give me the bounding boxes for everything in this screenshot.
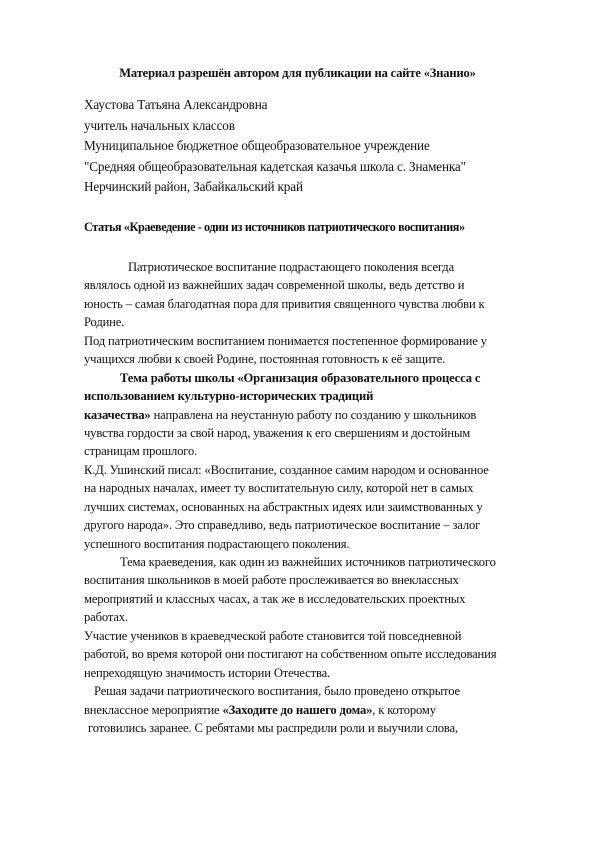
- author-position: учитель начальных классов: [84, 117, 235, 133]
- body-line: непреходящую значимость истории Отечества.: [84, 665, 331, 680]
- author-school: "Средняя общеобразовательная кадетская казачья школа с. Знаменка": [84, 158, 466, 174]
- body-line: работой, во время которой они постигают на собственном опыте исследования: [84, 647, 497, 662]
- body-line-bold: использованием культурно-исторических традиций: [84, 389, 374, 404]
- body-line: К.Д. Ушинский писал: «Воспитание, созданное самим народом и основанное: [84, 462, 489, 477]
- article-title: Статья «Краеведение - один из источников патриотического воспитания»: [84, 220, 465, 234]
- body-line: лучших системах, основанных на абстрактных идеях или заимствованных у: [84, 499, 483, 514]
- line-text: направлена на неустанную работу по созданию у школьников: [150, 407, 477, 422]
- body-line: Тема краеведения, как один из важнейших источников патриотического: [120, 555, 496, 569]
- body-line: [84, 406, 554, 424]
- body-line: готовились заранее. С ребятами мы распредили роли и выучили слова,: [88, 720, 458, 735]
- body-line: воспитания школьников в моей работе прослеживается во внеклассных: [84, 573, 459, 588]
- body-line: работах.: [84, 610, 128, 625]
- publication-notice: Материал разрешён автором для публикации на сайте «Знанио»: [119, 66, 476, 80]
- body-line: [84, 701, 554, 719]
- body-line: являлось одной из важнейших задач современной школы, ведь детство и: [84, 278, 465, 293]
- body-line: юность – самая благодатная пора для привития священного чувства любви к: [84, 296, 485, 311]
- body-line: Участие учеников в краеведческой работе становится той повседневной: [84, 628, 462, 643]
- author-institution: Муниципальное бюджетное общеобразовательное учреждение: [84, 138, 430, 153]
- body-line: Решая задачи патриотического воспитания, было проведено открытое: [94, 684, 460, 699]
- body-line: учащихся любви к своей Родине, постоянная готовность к её защите.: [84, 352, 446, 367]
- body-line: Родине.: [84, 315, 125, 330]
- body-line-bold: Тема работы школы «Организация образовательного процесса с: [120, 370, 481, 385]
- body-line: страницам прошлого.: [84, 444, 198, 459]
- body-line: мероприятий и классных часах, а так же в исследовательских проектных: [84, 591, 466, 606]
- line-text: , к которому: [372, 702, 436, 717]
- body-line: чувства гордости за свой народ, уважения к его свершениям и достойным: [84, 425, 471, 440]
- body-line: другого народа». Это справедливо, ведь патриотическое воспитание – залог: [84, 518, 481, 533]
- event-title: «Заходите до нашего дома»: [222, 702, 373, 717]
- body-line: на народных началах, имеет ту воспитательную силу, которой нет в самых: [84, 481, 474, 496]
- body-line: Патриотическое воспитание подрастающего поколения всегда: [128, 260, 455, 274]
- line-text: внеклассное мероприятие: [84, 702, 223, 717]
- author-name: Хаустова Татьяна Александровна: [84, 97, 268, 112]
- bold-phrase: казачества»: [84, 407, 151, 422]
- article-body: [84, 258, 554, 737]
- author-block: [84, 95, 466, 198]
- author-region: Нерчинский район, Забайкальский край: [84, 179, 303, 194]
- body-line: успешного воспитания подрастающего поколения.: [84, 536, 350, 551]
- body-line: Под патриотическим воспитанием понимается постепенное формирование у: [84, 333, 487, 348]
